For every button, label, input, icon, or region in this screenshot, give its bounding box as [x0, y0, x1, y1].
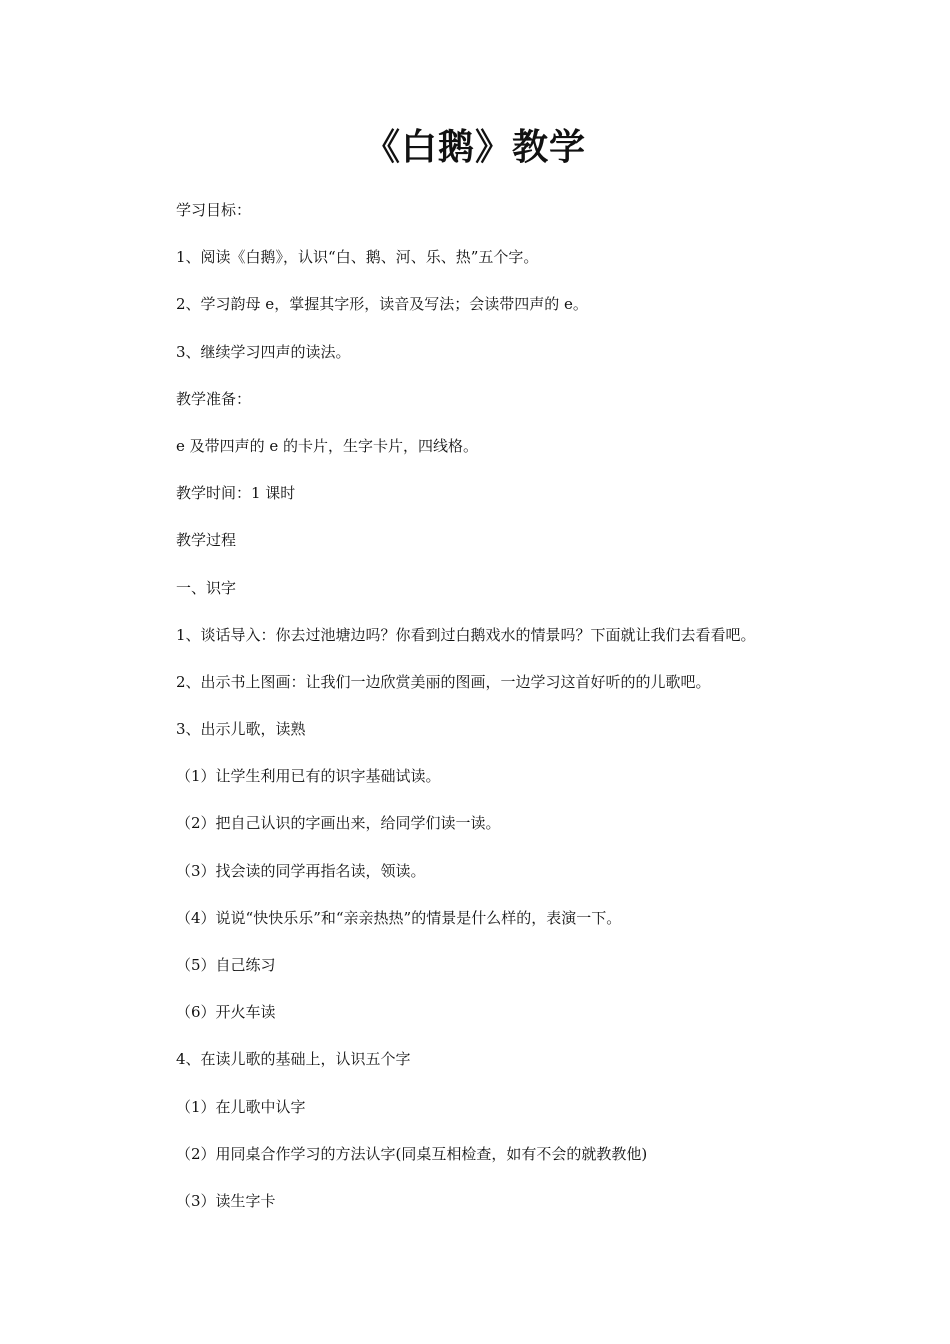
body-line: （6）开火车读 — [176, 1003, 276, 1022]
body-line: （1）让学生利用已有的识字基础试读。 — [176, 767, 441, 786]
body-line: 教学过程 — [176, 531, 237, 550]
body-line: 2、出示书上图画：让我们一边欣赏美丽的图画，一边学习这首好听的的儿歌吧。 — [176, 672, 711, 691]
body-line: （5）自己练习 — [176, 956, 276, 974]
body-line: （3）找会读的同学再指名读，领读。 — [176, 861, 426, 880]
body-line: （2）用同桌合作学习的方法认字(同桌互相检查，如有不会的就教教他) — [176, 1144, 648, 1163]
body-line: （2）把自己认识的字画出来，给同学们读一读。 — [176, 814, 501, 833]
body-line: e 及带四声的 e 的卡片，生字卡片，四线格。 — [176, 436, 479, 455]
body-line: （1）在儿歌中认字 — [176, 1097, 306, 1116]
body-line: 3、出示儿歌，读熟 — [176, 720, 306, 739]
body-line: 3、继续学习四声的读法。 — [176, 342, 351, 361]
body-line: （3）读生字卡 — [176, 1191, 276, 1210]
body-line: 4、在读儿歌的基础上，认识五个字 — [176, 1050, 411, 1069]
body-line: 教学准备： — [176, 389, 252, 408]
body-line: （4）说说“快快乐乐”和“亲亲热热”的情景是什么样的，表演一下。 — [176, 908, 622, 927]
document-body — [176, 196, 876, 1234]
body-line: 教学时间：1 课时 — [176, 484, 296, 503]
body-line: 2、学习韵母 e，掌握其字形，读音及写法；会读带四声的 e。 — [176, 295, 588, 314]
body-line: 学习目标： — [176, 201, 252, 219]
document-title: 《白鹅》教学 — [363, 126, 586, 168]
body-line: 1、阅读《白鹅》，认识“白、鹅、河、乐、热”五个字。 — [176, 248, 539, 267]
body-line: 一、识字 — [176, 578, 237, 597]
body-line: 1、谈话导入：你去过池塘边吗？你看到过白鹅戏水的情景吗？下面就让我们去看看吧。 — [176, 625, 756, 644]
